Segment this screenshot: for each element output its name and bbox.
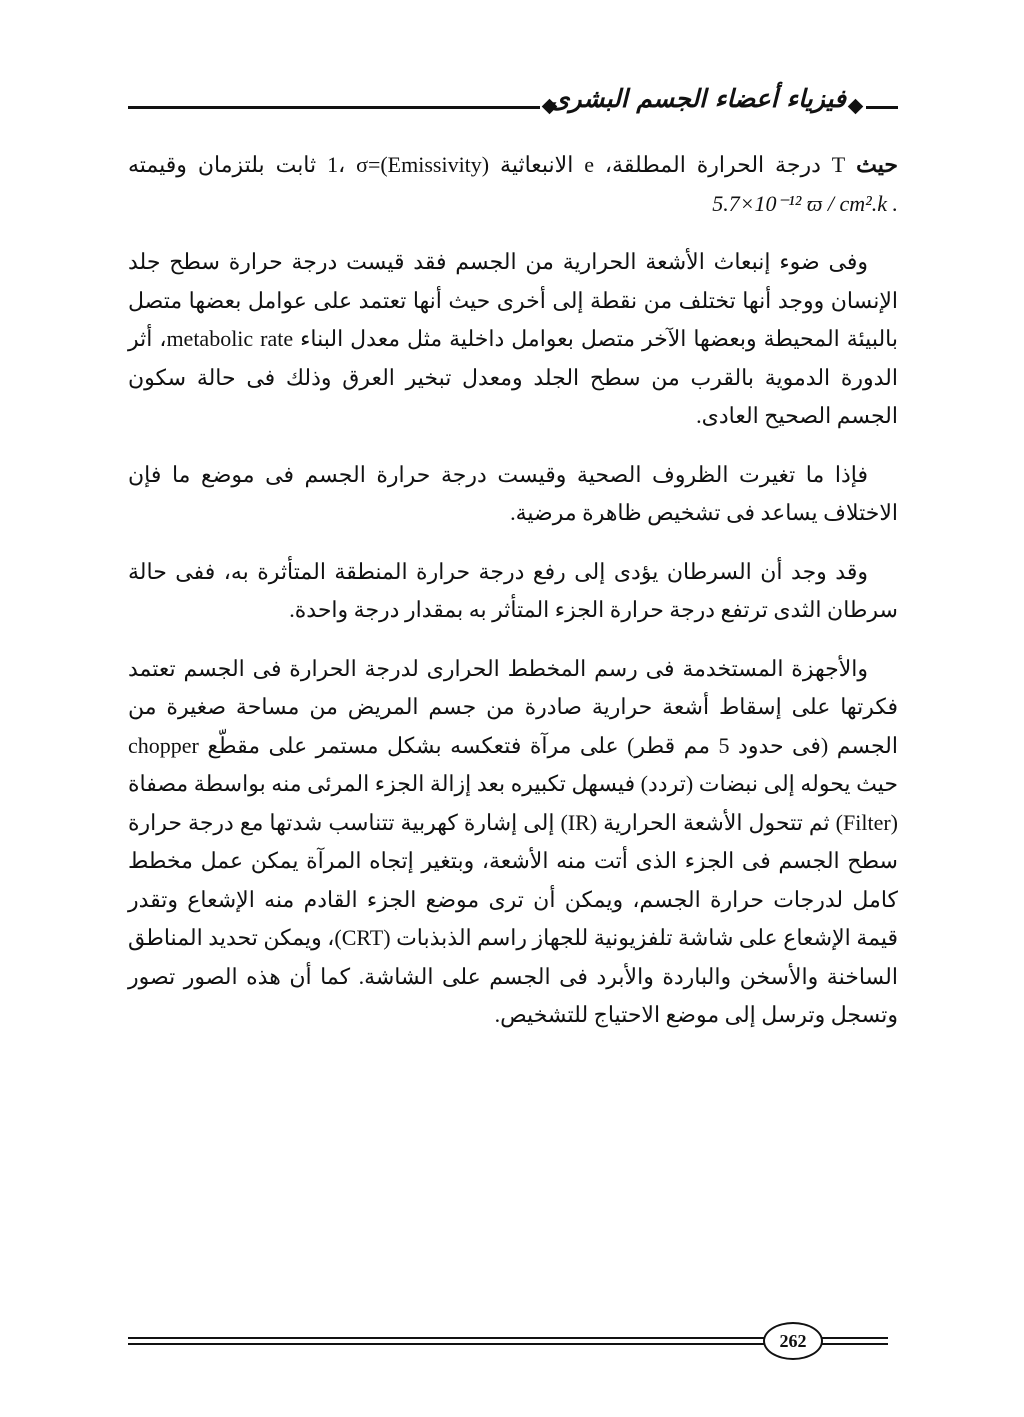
paragraph-skin-temperature: وفى ضوء إنبعاث الأشعة الحرارية من الجسم فقد قيست درجة حرارة سطح جلد الإنسان ووجد أنها تختلف من نقطة إلى أخرى حيث أنها تعتمد على عوامل بعضها متصل بالبيئة المحيطة وبعضها الآخر متصل بعوامل داخلية مثل معدل البناء metabolic rate، أثر الدورة الدموية بالقرب من سطح الجلد ومعدل تبخير العرق وذلك فى حالة سكون الجسم الصحيح العادى.	[128, 249, 898, 428]
paragraph-lead-word: حيث	[856, 152, 899, 177]
footer-rule-right	[816, 1337, 888, 1345]
page-number-badge	[763, 1322, 823, 1360]
paragraph-equation-terms	[128, 146, 898, 223]
footer-rule-left	[128, 1337, 768, 1345]
paragraph-text: T درجة الحرارة المطلقة، e الانبعاثية (Emissivity)=1، σ ثابت بلتزمان وقيمته	[128, 152, 846, 177]
paragraph-cancer: وقد وجد أن السرطان يؤدى إلى رفع درجة حرارة المنطقة المتأثرة به، ففى حالة سرطان الثدى ترتفع درجة حرارة الجزء المتأثر به بمقدار درجة واحدة.	[128, 558, 898, 622]
paragraph-thermography-devices: والأجهزة المستخدمة فى رسم المخطط الحرارى لدرجة الحرارة فى الجسم تعتمد فكرتها على إسقاط أشعة حرارية صادرة من جسم المريض من مساحة صغيرة من الجسم (فى حدود 5 مم قطر) على مرآة فتعكسه بشكل مستمر على مقطّع chopper حيث يحوله إلى نبضات (تردد) فيسهل تكبيره بعد إزالة الجزء المرئى منه بواسطة مصفاة (Filter) ثم تتحول الأشعة الحرارية (IR) إلى إشارة كهربية تتناسب شدتها مع درجة حرارة سطح الجسم فى الجزء الذى أتت منه الأشعة، وبتغير إتجاه المرآة يمكن عمل مخطط كامل لدرجات حرارة الجسم، ويمكن أن ترى موضع الجزء القادم منه الإشعاع وتقدر قيمة الإشعاع على شاشة تلفزيونية للجهاز راسم الذبذبات (CRT)، ويمكن تحديد المناطق الساخنة والأسخن والباردة والأبرد فى الجسم على الشاشة. كما أن هذه الصور تصور وتسجل وترسل إلى موضع الاحتياج للتشخيص.	[128, 655, 898, 1027]
header-diamond-right	[848, 99, 864, 115]
paragraph-health-conditions: فإذا ما تغيرت الظروف الصحية وقيست درجة حرارة الجسم فى موضع ما فإن الاختلاف يساعد فى تشخيص ظاهرة مرضية.	[128, 461, 898, 525]
page-header	[128, 84, 898, 128]
running-title: فيزياء أعضاء الجسم البشرى	[549, 84, 846, 113]
header-rule-right	[866, 106, 898, 109]
page-number: 262	[779, 1330, 807, 1351]
constant-value: 5.7×10⁻¹² ϖ / cm².k .	[712, 190, 898, 216]
page-footer	[128, 1315, 888, 1371]
header-rule-left	[128, 106, 540, 109]
document-body	[128, 146, 898, 1055]
